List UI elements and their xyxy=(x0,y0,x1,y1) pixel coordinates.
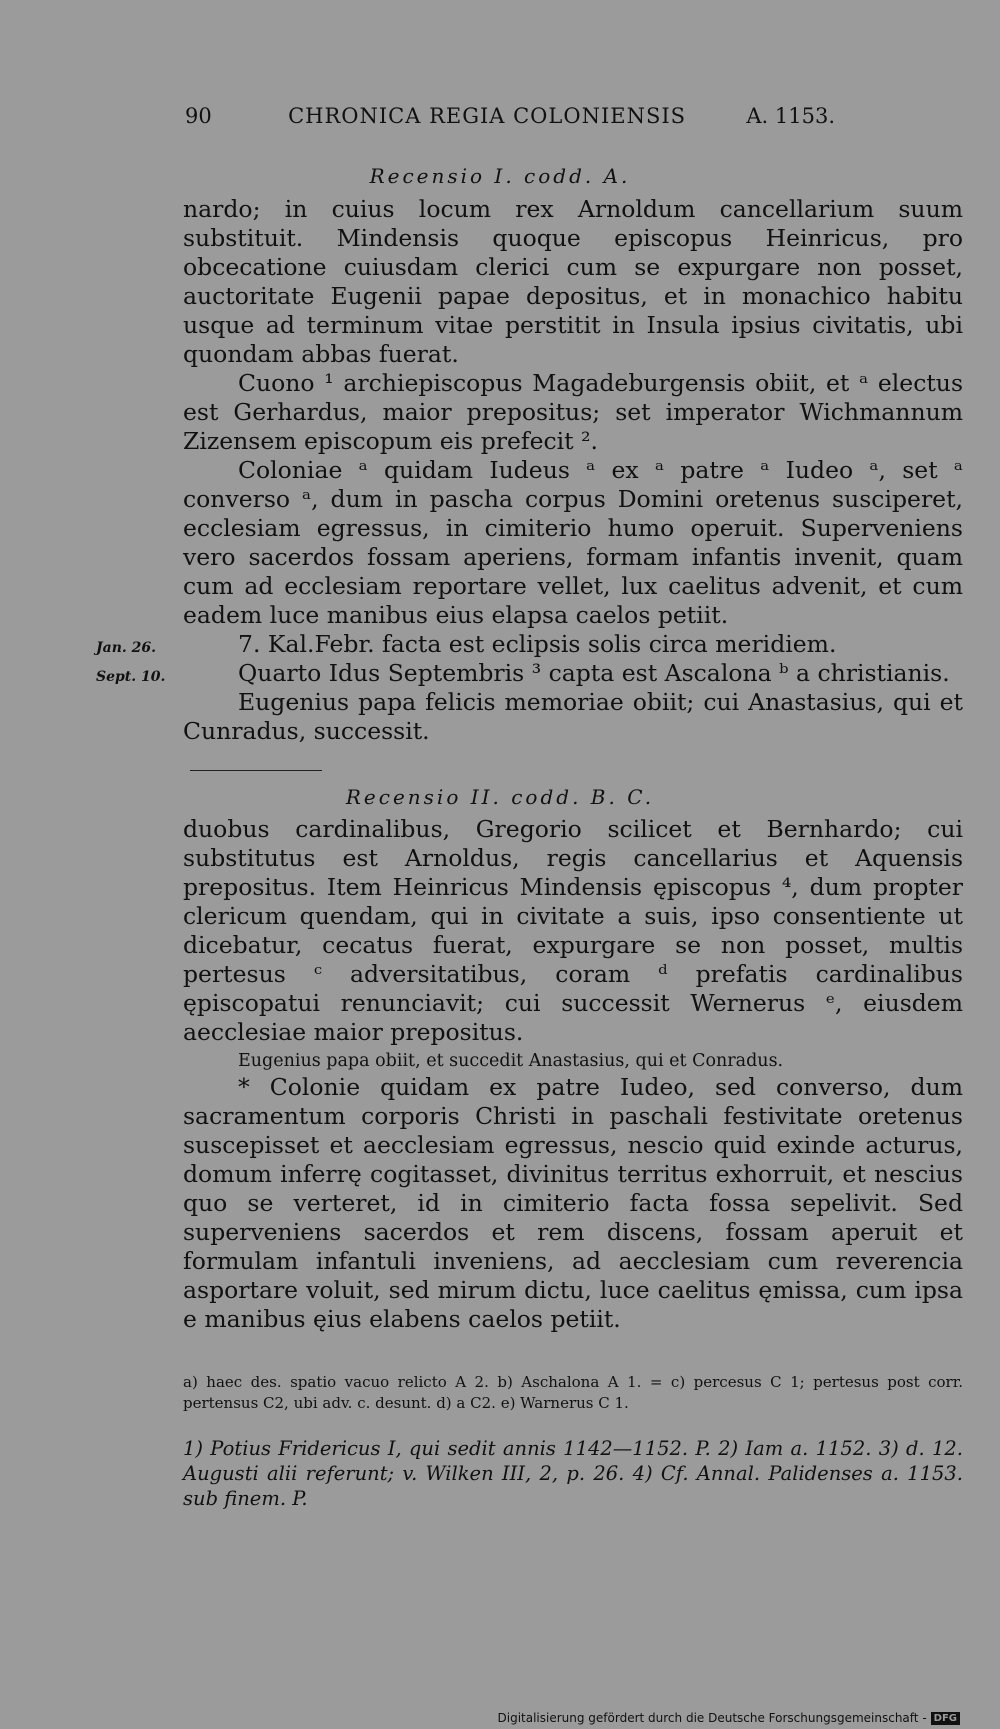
paragraph: * Colonie quidam ex patre Iudeo, sed converso, dum sacramentum corporis Christi in paschali festivitate oretenus suscepisset et aecclesiam egressus, nescio quid exinde acturus, domum inferrę cogitasset, divinitus territus exhorruit, et nescius quo se verteret, id in cimiterio facta fossa sepelivit. Sed superveniens sacerdos et rem discens, fossam aperuit et formulam infantuli inveniens, ad aecclesiam cum reverencia asportare voluit, sed mirum dictu, luce caelitus ęmissa, cum ipsa e manibus ęius elabens caelos petiit. xyxy=(183,1073,963,1333)
margin-date-jan: Jan. 26. xyxy=(96,640,156,656)
paragraph: Quarto Idus Septembris ³ capta est Ascalona ᵇ a christianis. xyxy=(238,659,950,687)
page-number: 90 xyxy=(185,104,212,128)
paragraph: Coloniae ᵃ quidam Iudeus ᵃ ex ᵃ patre ᵃ Iudeo ᵃ, set ᵃ converso ᵃ, dum in pascha corpus Domini oretenus susciperet, ecclesiam egressus, in cimiterio humo operuit. Superveniens vero sacerdos fossam aperiens, formam infantis invenit, quam cum ad ecclesiam reportare vellet, lux caelitus advenit, et cum eadem luce manibus eius elapsa caelos petiit. xyxy=(183,456,963,629)
paragraph-small: Eugenius papa obiit, et succedit Anastasius, qui et Conradus. xyxy=(238,1051,784,1071)
apparatus-notes: a) haec des. spatio vacuo relicto A 2. b) Aschalona A 1. = c) percesus C 1; pertesus post corr. pertensus C2, ubi adv. c. desunt. d) a C2. e) Warnerus C 1. xyxy=(183,1373,963,1412)
running-year: A. 1153. xyxy=(746,104,835,128)
recensio-1-heading: Recensio I. codd. A. xyxy=(369,164,631,188)
section-divider xyxy=(190,770,322,771)
margin-date-sept: Sept. 10. xyxy=(96,669,166,685)
paragraph: Cuono ¹ archiepiscopus Magadeburgensis obiit, et ᵃ electus est Gerhardus, maior prepositus; set imperator Wichmannum Zizensem episcopum eis prefecit ². xyxy=(183,369,963,455)
paragraph: nardo; in cuius locum rex Arnoldum cancellarium suum substituit. Mindensis quoque episcopus Heinricus, pro obcecatione cuiusdam clerici cum se expurgare non posset, auctoritate Eugenii papae depositus, et in monachico habitu usque ad terminum vitae perstitit in Insula ipsius civitatis, ubi quondam abbas fuerat. xyxy=(183,195,963,368)
footer-text: Digitalisierung gefördert durch die Deutsche Forschungsgemeinschaft - xyxy=(497,1711,927,1725)
running-title: CHRONICA REGIA COLONIENSIS xyxy=(288,104,687,128)
paragraph: duobus cardinalibus, Gregorio scilicet et Bernhardo; cui substitutus est Arnoldus, regis cancellarius et Aquensis prepositus. Item Heinricus Mindensis ępiscopus ⁴, dum propter clericum quendam, qui in civitate a suis, ipso consentiente ut dicebatur, cecatus fuerat, expurgare se non posset, multis pertesus ᶜ adversitatibus, coram ᵈ prefatis cardinalibus ępiscopatui renunciavit; cui successit Wernerus ᵉ, eiusdem aecclesiae maior prepositus. xyxy=(183,815,963,1046)
paragraph: Eugenius papa felicis memoriae obiit; cui Anastasius, qui et Cunradus, successit. xyxy=(183,688,963,745)
paragraph: 7. Kal.Febr. facta est eclipsis solis circa meridiem. xyxy=(238,630,837,658)
footer xyxy=(498,1711,961,1725)
running-head xyxy=(185,104,835,128)
recensio-2-text xyxy=(183,815,963,1334)
dfg-logo: DFG xyxy=(931,1712,960,1725)
recensio-1-text xyxy=(183,195,963,746)
footnotes: 1) Potius Fridericus I, qui sedit annis 1142—1152. P. 2) Iam a. 1152. 3) d. 12. Augusti alii referunt; v. Wilken III, 2, p. 26. 4) Cf. Annal. Palidenses a. 1153. sub finem. P. xyxy=(183,1437,963,1510)
recensio-2-heading: Recensio II. codd. B. C. xyxy=(345,785,655,809)
